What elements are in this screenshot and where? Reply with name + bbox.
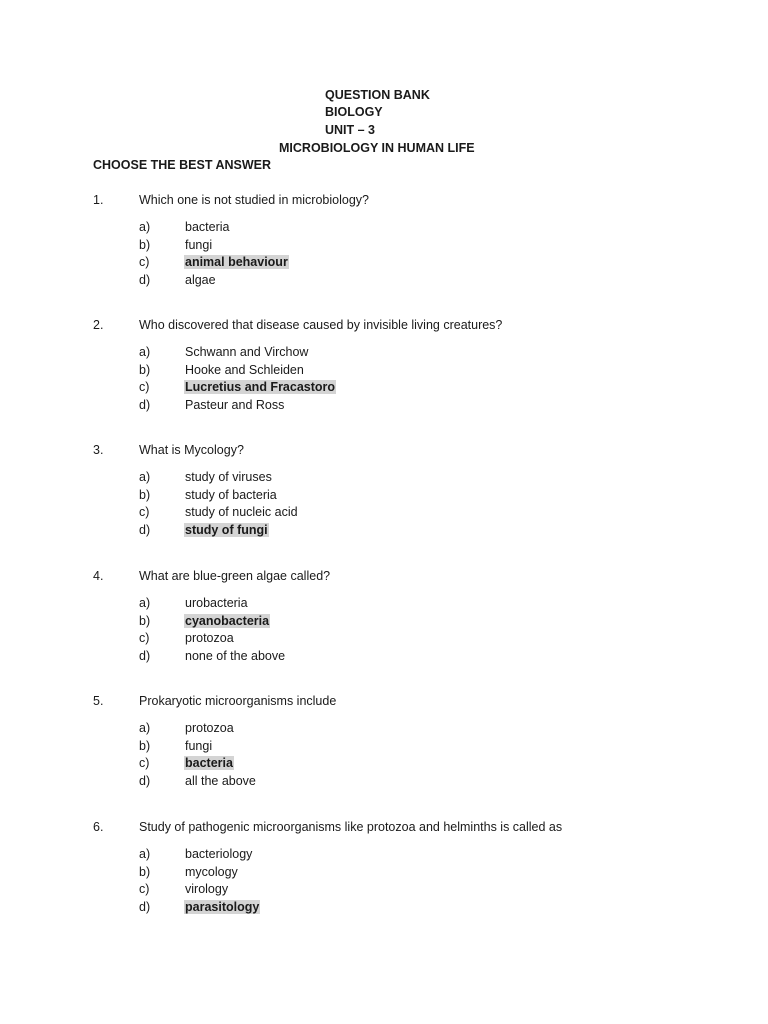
option-text: algae [185,273,216,288]
option-text-highlighted: cyanobacteria [185,613,270,628]
option-c-correct-answer [93,380,733,398]
option-letter: a) [139,220,151,234]
option-a [93,847,733,865]
option-text: bacteria [185,220,230,234]
option-letter: d) [139,774,151,789]
option-letter: a) [139,345,151,359]
option-text-highlighted: study of fungi [185,523,268,538]
option-c-correct-answer [93,756,733,774]
doc-title: QUESTION BANK [325,88,430,102]
option-b-correct-answer [93,614,733,632]
option-b [93,865,733,883]
option-d [93,273,733,291]
option-b [93,238,733,256]
option-text: virology [185,882,229,897]
option-list [93,847,733,918]
option-letter: b) [139,237,151,252]
option-letter: d) [139,649,151,664]
option-letter: d) [139,398,151,413]
option-c-correct-answer [93,255,733,273]
question-number: 4. [93,569,104,583]
option-text: protozoa [185,631,234,646]
option-letter: b) [139,738,151,753]
option-text-highlighted: Lucretius and Fracastoro [185,380,336,395]
option-a [93,345,733,363]
option-text: study of bacteria [185,487,277,502]
doc-chapter: MICROBIOLOGY IN HUMAN LIFE [279,141,475,155]
option-list [93,220,733,291]
question-4 [93,569,733,667]
question-6 [93,820,733,918]
option-letter: a) [139,721,151,735]
option-letter: b) [139,487,151,502]
option-letter: a) [139,470,151,484]
option-letter: c) [139,882,150,897]
option-letter: b) [139,362,151,377]
option-b [93,739,733,757]
option-a [93,721,733,739]
option-list [93,596,733,667]
question-number: 3. [93,443,104,457]
option-letter: a) [139,847,151,861]
question-number: 5. [93,694,104,708]
option-text: study of viruses [185,470,272,484]
option-text: none of the above [185,649,286,664]
option-d [93,774,733,792]
option-d-correct-answer [93,523,733,541]
option-letter: c) [139,255,150,270]
question-3 [93,443,733,541]
option-d [93,398,733,416]
option-letter: d) [139,523,151,538]
question-text: Who discovered that disease caused by invisible living creatures? [139,318,503,332]
option-letter: d) [139,273,151,288]
doc-unit: UNIT – 3 [325,123,376,137]
option-text: Pasteur and Ross [185,398,285,413]
option-a [93,470,733,488]
option-a [93,596,733,614]
option-letter: c) [139,380,150,395]
option-letter: c) [139,631,150,646]
instruction-heading: CHOOSE THE BEST ANSWER [93,158,272,172]
question-5 [93,694,733,792]
question-text: Which one is not studied in microbiology? [139,193,369,207]
option-letter: c) [139,756,150,771]
question-number: 6. [93,820,104,834]
option-d-correct-answer [93,900,733,918]
question-text: Prokaryotic microorganisms include [139,694,337,708]
option-letter: c) [139,505,150,520]
option-text-highlighted: animal behaviour [185,255,288,270]
question-number: 1. [93,193,104,207]
option-b [93,363,733,381]
option-letter: d) [139,900,151,915]
option-list [93,721,733,792]
option-text: all the above [185,774,256,789]
question-text: Study of pathogenic microorganisms like protozoa and helminths is called as [139,820,563,834]
question-text: What are blue-green algae called? [139,569,331,583]
option-text-highlighted: parasitology [185,900,260,915]
option-letter: b) [139,613,151,628]
option-a [93,220,733,238]
question-text: What is Mycology? [139,443,244,457]
option-text: bacteriology [185,847,253,861]
option-letter: b) [139,864,151,879]
option-letter: a) [139,596,151,610]
option-text-highlighted: bacteria [185,756,233,771]
option-list [93,345,733,416]
option-text: fungi [185,738,213,753]
option-text: protozoa [185,721,234,735]
question-number: 2. [93,318,104,332]
option-c [93,882,733,900]
option-text: mycology [185,864,238,879]
option-c [93,631,733,649]
question-1 [93,193,733,291]
option-list [93,470,733,541]
option-text: urobacteria [185,596,248,610]
option-text: Hooke and Schleiden [185,362,304,377]
question-2 [93,318,733,416]
option-c [93,505,733,523]
option-d [93,649,733,667]
option-b [93,488,733,506]
option-text: Schwann and Virchow [185,345,309,359]
option-text: study of nucleic acid [185,505,298,520]
doc-subject: BIOLOGY [325,105,383,119]
option-text: fungi [185,237,213,252]
